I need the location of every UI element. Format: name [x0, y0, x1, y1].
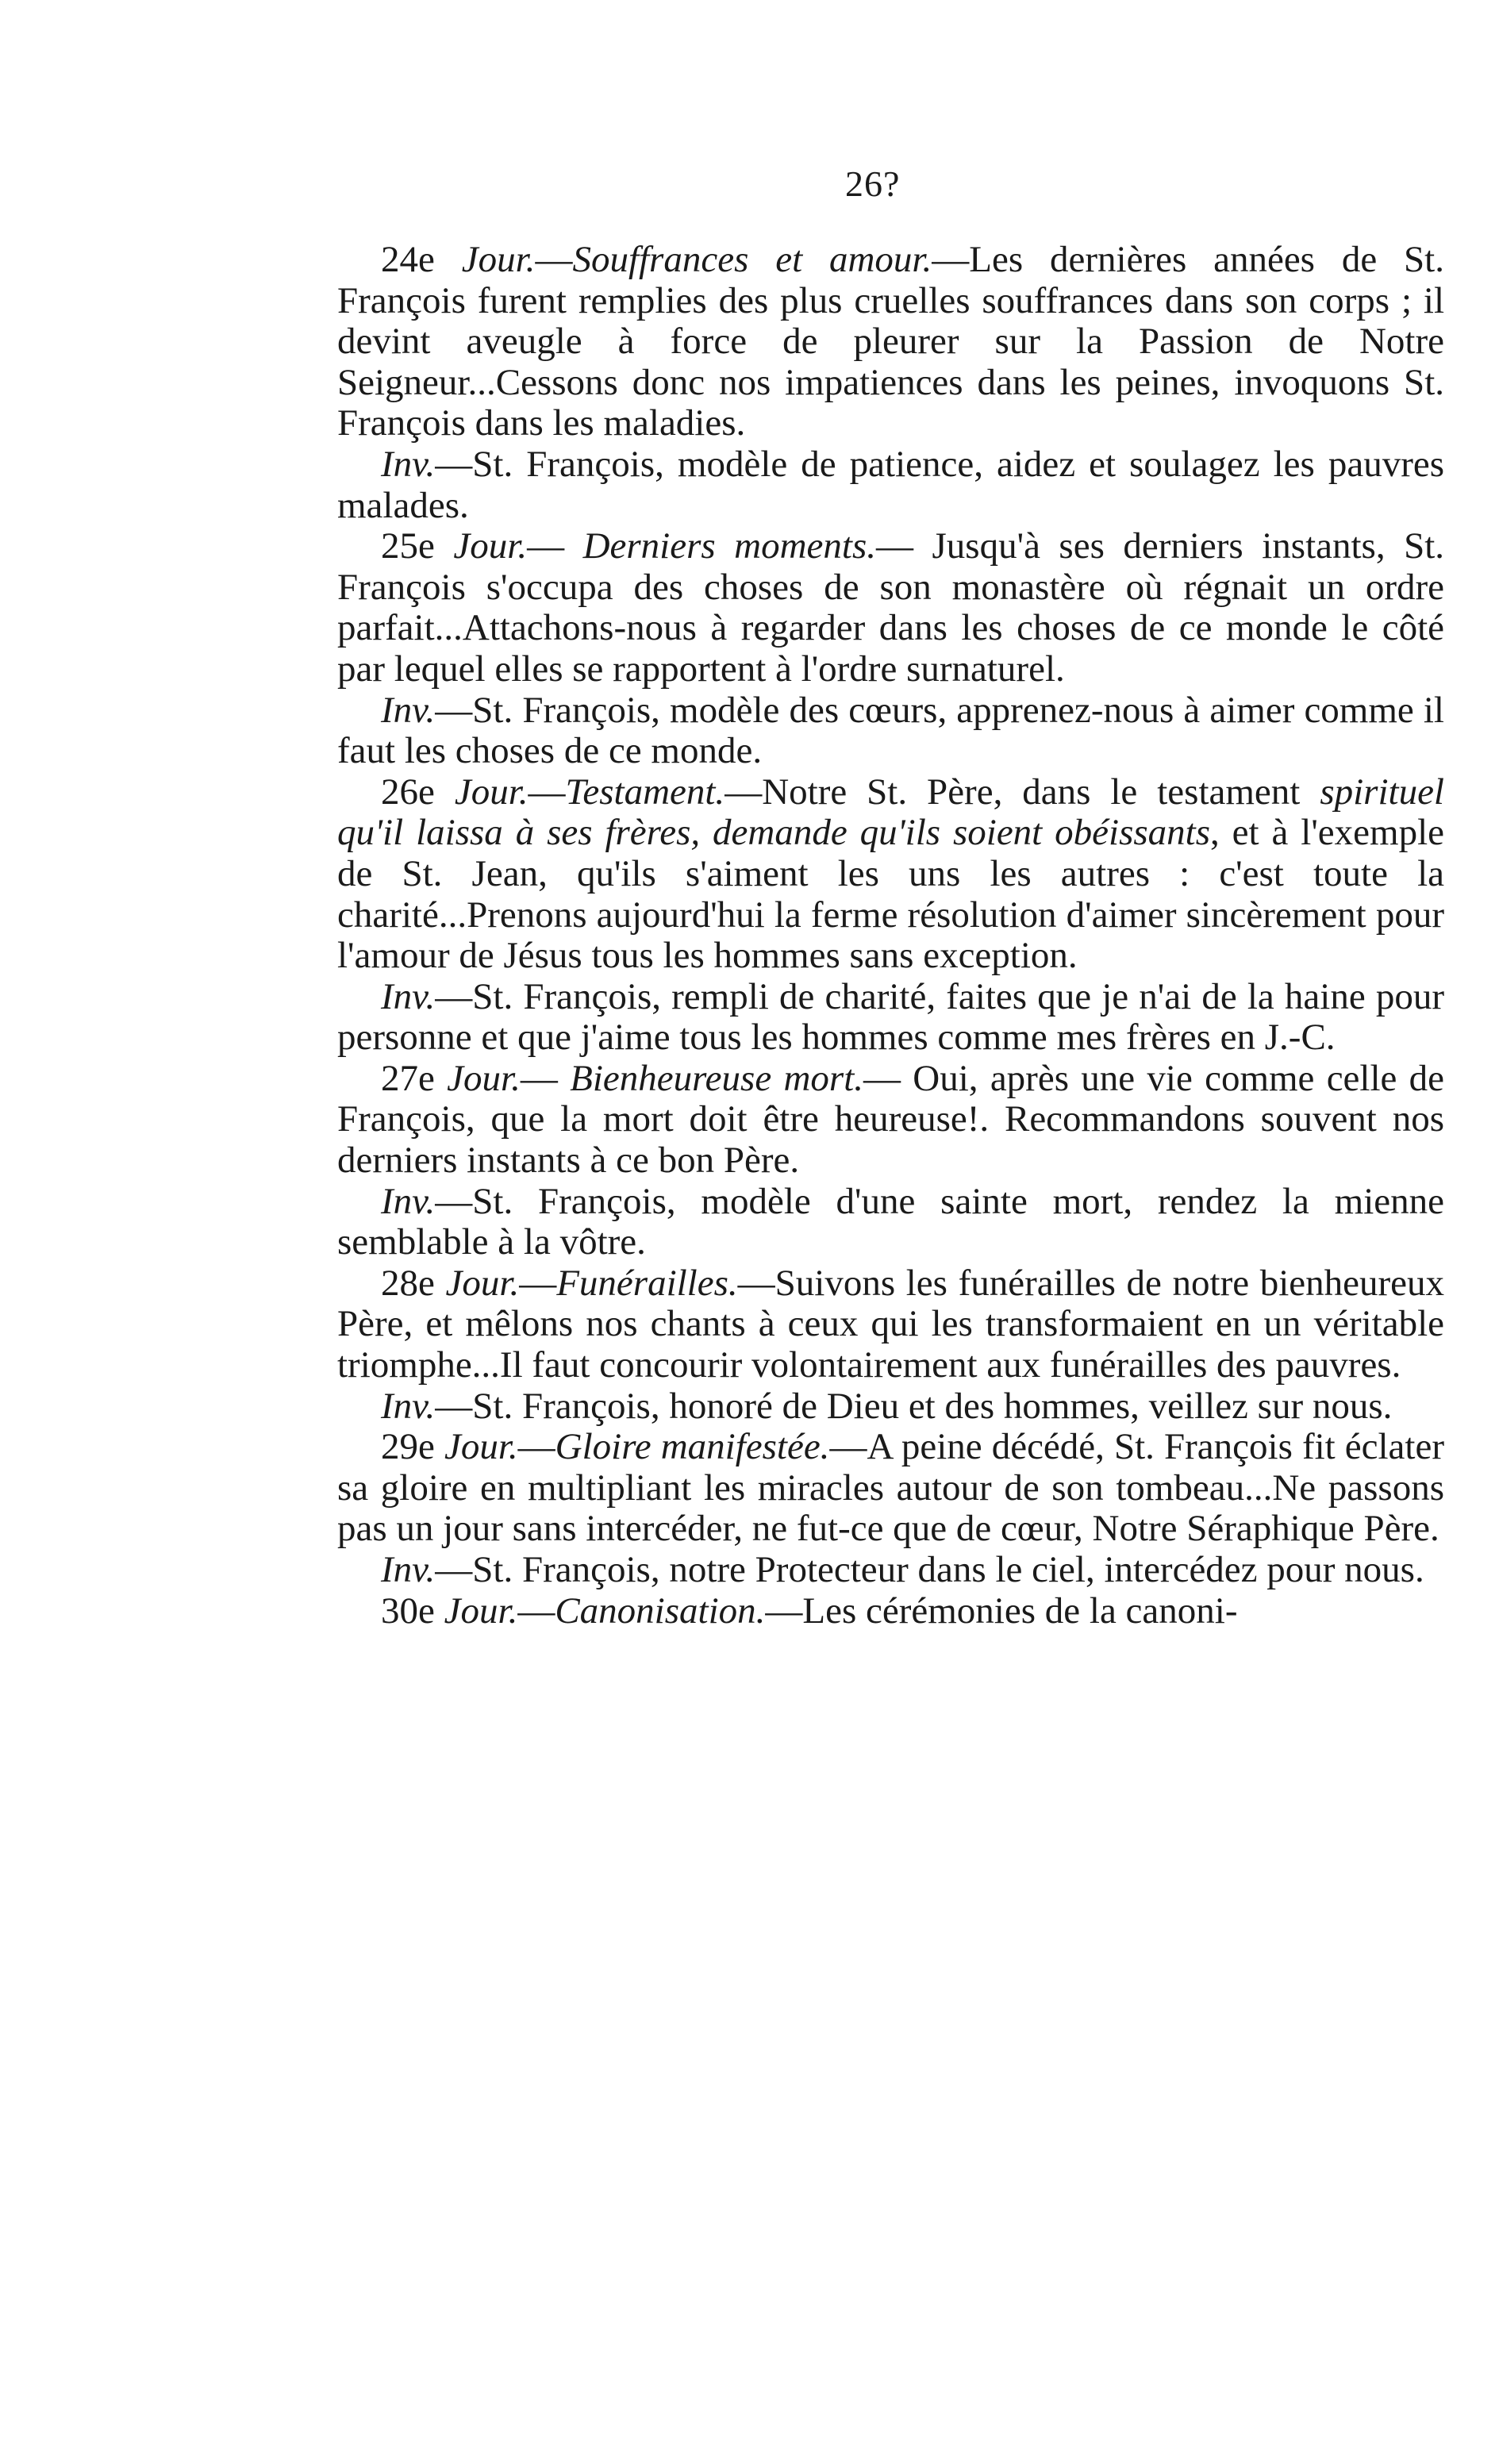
invocation-26: Inv.—St. François, rempli de charité, faites que je n'ai de la haine pour personne et que j'aime tous les hommes comme mes frères en J.-C.	[337, 975, 1444, 1059]
entry-title: Souffrances et amour.	[572, 239, 932, 280]
inv-label: Inv.	[381, 689, 436, 731]
entry-title: Canonisation.	[555, 1589, 766, 1632]
inv-text: St. François, modèle des cœurs, apprenez-nous à aimer comme il faut les choses de ce monde.	[337, 689, 1444, 772]
invocation-28: Inv.—St. François, honoré de Dieu et des hommes, veillez sur nous.	[381, 1385, 1393, 1427]
entry-text: Notre St. Père, dans le testament	[762, 771, 1320, 813]
inv-label: Inv.	[381, 1180, 436, 1222]
inv-text: St. François, honoré de Dieu et des hommes, veillez sur nous.	[472, 1385, 1393, 1427]
entry-title: Testament.	[565, 771, 725, 813]
jour-label: Jour.	[453, 525, 528, 567]
entry-text: A peine décédé, St. François fit éclater sa gloire en multipliant les miracles autour de son tombeau...Ne passons pas un jour sans intercéder, ne fut-ce que de cœur, Notre Séraphique Père.	[337, 1426, 1444, 1550]
entry-27: 27e Jour.— Bienheureuse mort.— Oui, après une vie comme celle de François, que la mort doit être heureuse!. Recommandons souvent nos derniers instants à ce bon Père.	[337, 1057, 1445, 1182]
body-text	[337, 240, 1444, 1632]
jour-label: Jour.	[445, 1262, 520, 1304]
jour-label: Jour.	[447, 1057, 521, 1099]
day-label: 27e	[381, 1057, 435, 1099]
entry-24: 24e Jour.—Souffrances et amour.—Les dernières années de St. François furent remplies des plus cruelles souffrances dans son corps ; il devint aveugle à force de pleurer sur la Passion de Notre Seigneur...Cessons donc nos impatiences dans les peines, invoquons St. François dans les maladies.	[337, 239, 1444, 444]
day-label: 28e	[381, 1262, 435, 1304]
invocation-24: Inv.—St. François, modèle de patience, aidez et soulagez les pauvres malades.	[337, 443, 1444, 526]
jour-label: Jour.	[454, 771, 528, 813]
entry-26: 26e Jour.—Testament.—Notre St. Père, dans le testament spirituel qu'il laissa à ses frères, demande qu'ils soient obéissants, et à l'exemple de St. Jean, qu'ils s'aiment les uns les autres : c'est toute la charité...Prenons aujourd'hui la ferme résolution d'aimer sincèrement pour l'amour de Jésus tous les hommes sans exception.	[337, 771, 1444, 977]
entry-text: Oui, après une vie comme celle de François, que la mort doit être heureuse!. Recommandons souvent nos derniers instants à ce bon Père.	[337, 1057, 1445, 1182]
entry-30: 30e Jour.—Canonisation.—Les cérémonies de la canoni-	[381, 1589, 1238, 1632]
inv-label: Inv.	[381, 443, 436, 485]
entry-text: Jusqu'à ses derniers instants, St. François s'occupa des choses de son monastère où régnait un ordre parfait...Attachons-nous à regarder dans les choses de ce monde le côté par lequel elles se rapportent à l'ordre surnaturel.	[337, 525, 1445, 690]
entry-text-italic: spirituel qu'il laissa à ses frères, demande qu'ils soient obéissants	[337, 771, 1444, 854]
day-label: 26e	[381, 771, 435, 813]
entry-25: 25e Jour.— Derniers moments.— Jusqu'à ses derniers instants, St. François s'occupa des choses de son monastère où régnait un ordre parfait...Attachons-nous à regarder dans les choses de ce monde le côté par lequel elles se rapportent à l'ordre surnaturel.	[337, 525, 1445, 690]
day-label: 25e	[381, 525, 435, 567]
entry-title: Derniers moments.	[582, 525, 877, 567]
jour-label: Jour.	[444, 1426, 518, 1468]
invocation-25: Inv.—St. François, modèle des cœurs, apprenez-nous à aimer comme il faut les choses de ce monde.	[337, 689, 1444, 772]
day-label: 29e	[381, 1426, 435, 1468]
entry-title: Gloire manifestée.	[555, 1426, 830, 1468]
inv-label: Inv.	[381, 1549, 436, 1590]
entry-text: Les dernières années de St. François furent remplies des plus cruelles souffrances dans son corps ; il devint aveugle à force de pleurer sur la Passion de Notre Seigneur...Cessons donc nos impatiences dans les peines, invoquons St. François dans les maladies.	[337, 239, 1444, 444]
inv-text: St. François, rempli de charité, faites que je n'ai de la haine pour personne et que j'aime tous les hommes comme mes frères en J.-C.	[337, 975, 1444, 1059]
inv-text: St. François, modèle de patience, aidez et soulagez les pauvres malades.	[337, 443, 1444, 526]
entry-text-cont: , et à l'exemple de St. Jean, qu'ils s'aiment les uns les autres : c'est toute la charité...Prenons aujourd'hui la ferme résolution d'aimer sincèrement pour l'amour de Jésus tous les hommes sans exception.	[337, 812, 1444, 977]
day-label: 30e	[381, 1589, 435, 1632]
jour-label: Jour.	[444, 1589, 518, 1632]
inv-text: St. François, notre Protecteur dans le ciel, intercédez pour nous.	[472, 1549, 1424, 1590]
entry-28: 28e Jour.—Funérailles.—Suivons les funérailles de notre bienheureux Père, et mêlons nos chants à ceux qui les transformaient en un véritable triomphe...Il faut concourir volontairement aux funérailles des pauvres.	[337, 1262, 1444, 1386]
day-label: 24e	[381, 239, 435, 280]
inv-text: St. François, modèle d'une sainte mort, rendez la mienne semblable à la vôtre.	[337, 1180, 1444, 1263]
entry-title: Bienheureuse mort.	[570, 1057, 864, 1099]
invocation-29: Inv.—St. François, notre Protecteur dans le ciel, intercédez pour nous.	[381, 1549, 1424, 1590]
jour-label: Jour.	[461, 239, 536, 280]
inv-label: Inv.	[381, 975, 436, 1017]
entry-title: Funérailles.	[556, 1262, 738, 1304]
entry-text: Suivons les funérailles de notre bienheureux Père, et mêlons nos chants à ceux qui les transformaient en un véritable triomphe...Il faut concourir volontairement aux funérailles des pauvres.	[337, 1262, 1444, 1386]
entry-29: 29e Jour.—Gloire manifestée.—A peine décédé, St. François fit éclater sa gloire en multipliant les miracles autour de son tombeau...Ne passons pas un jour sans intercéder, ne fut-ce que de cœur, Notre Séraphique Père.	[337, 1426, 1444, 1550]
inv-label: Inv.	[381, 1385, 436, 1427]
page-number: 26?	[845, 163, 901, 204]
entry-text: Les cérémonies de la canoni-	[802, 1589, 1238, 1632]
invocation-27: Inv.—St. François, modèle d'une sainte mort, rendez la mienne semblable à la vôtre.	[337, 1180, 1444, 1263]
